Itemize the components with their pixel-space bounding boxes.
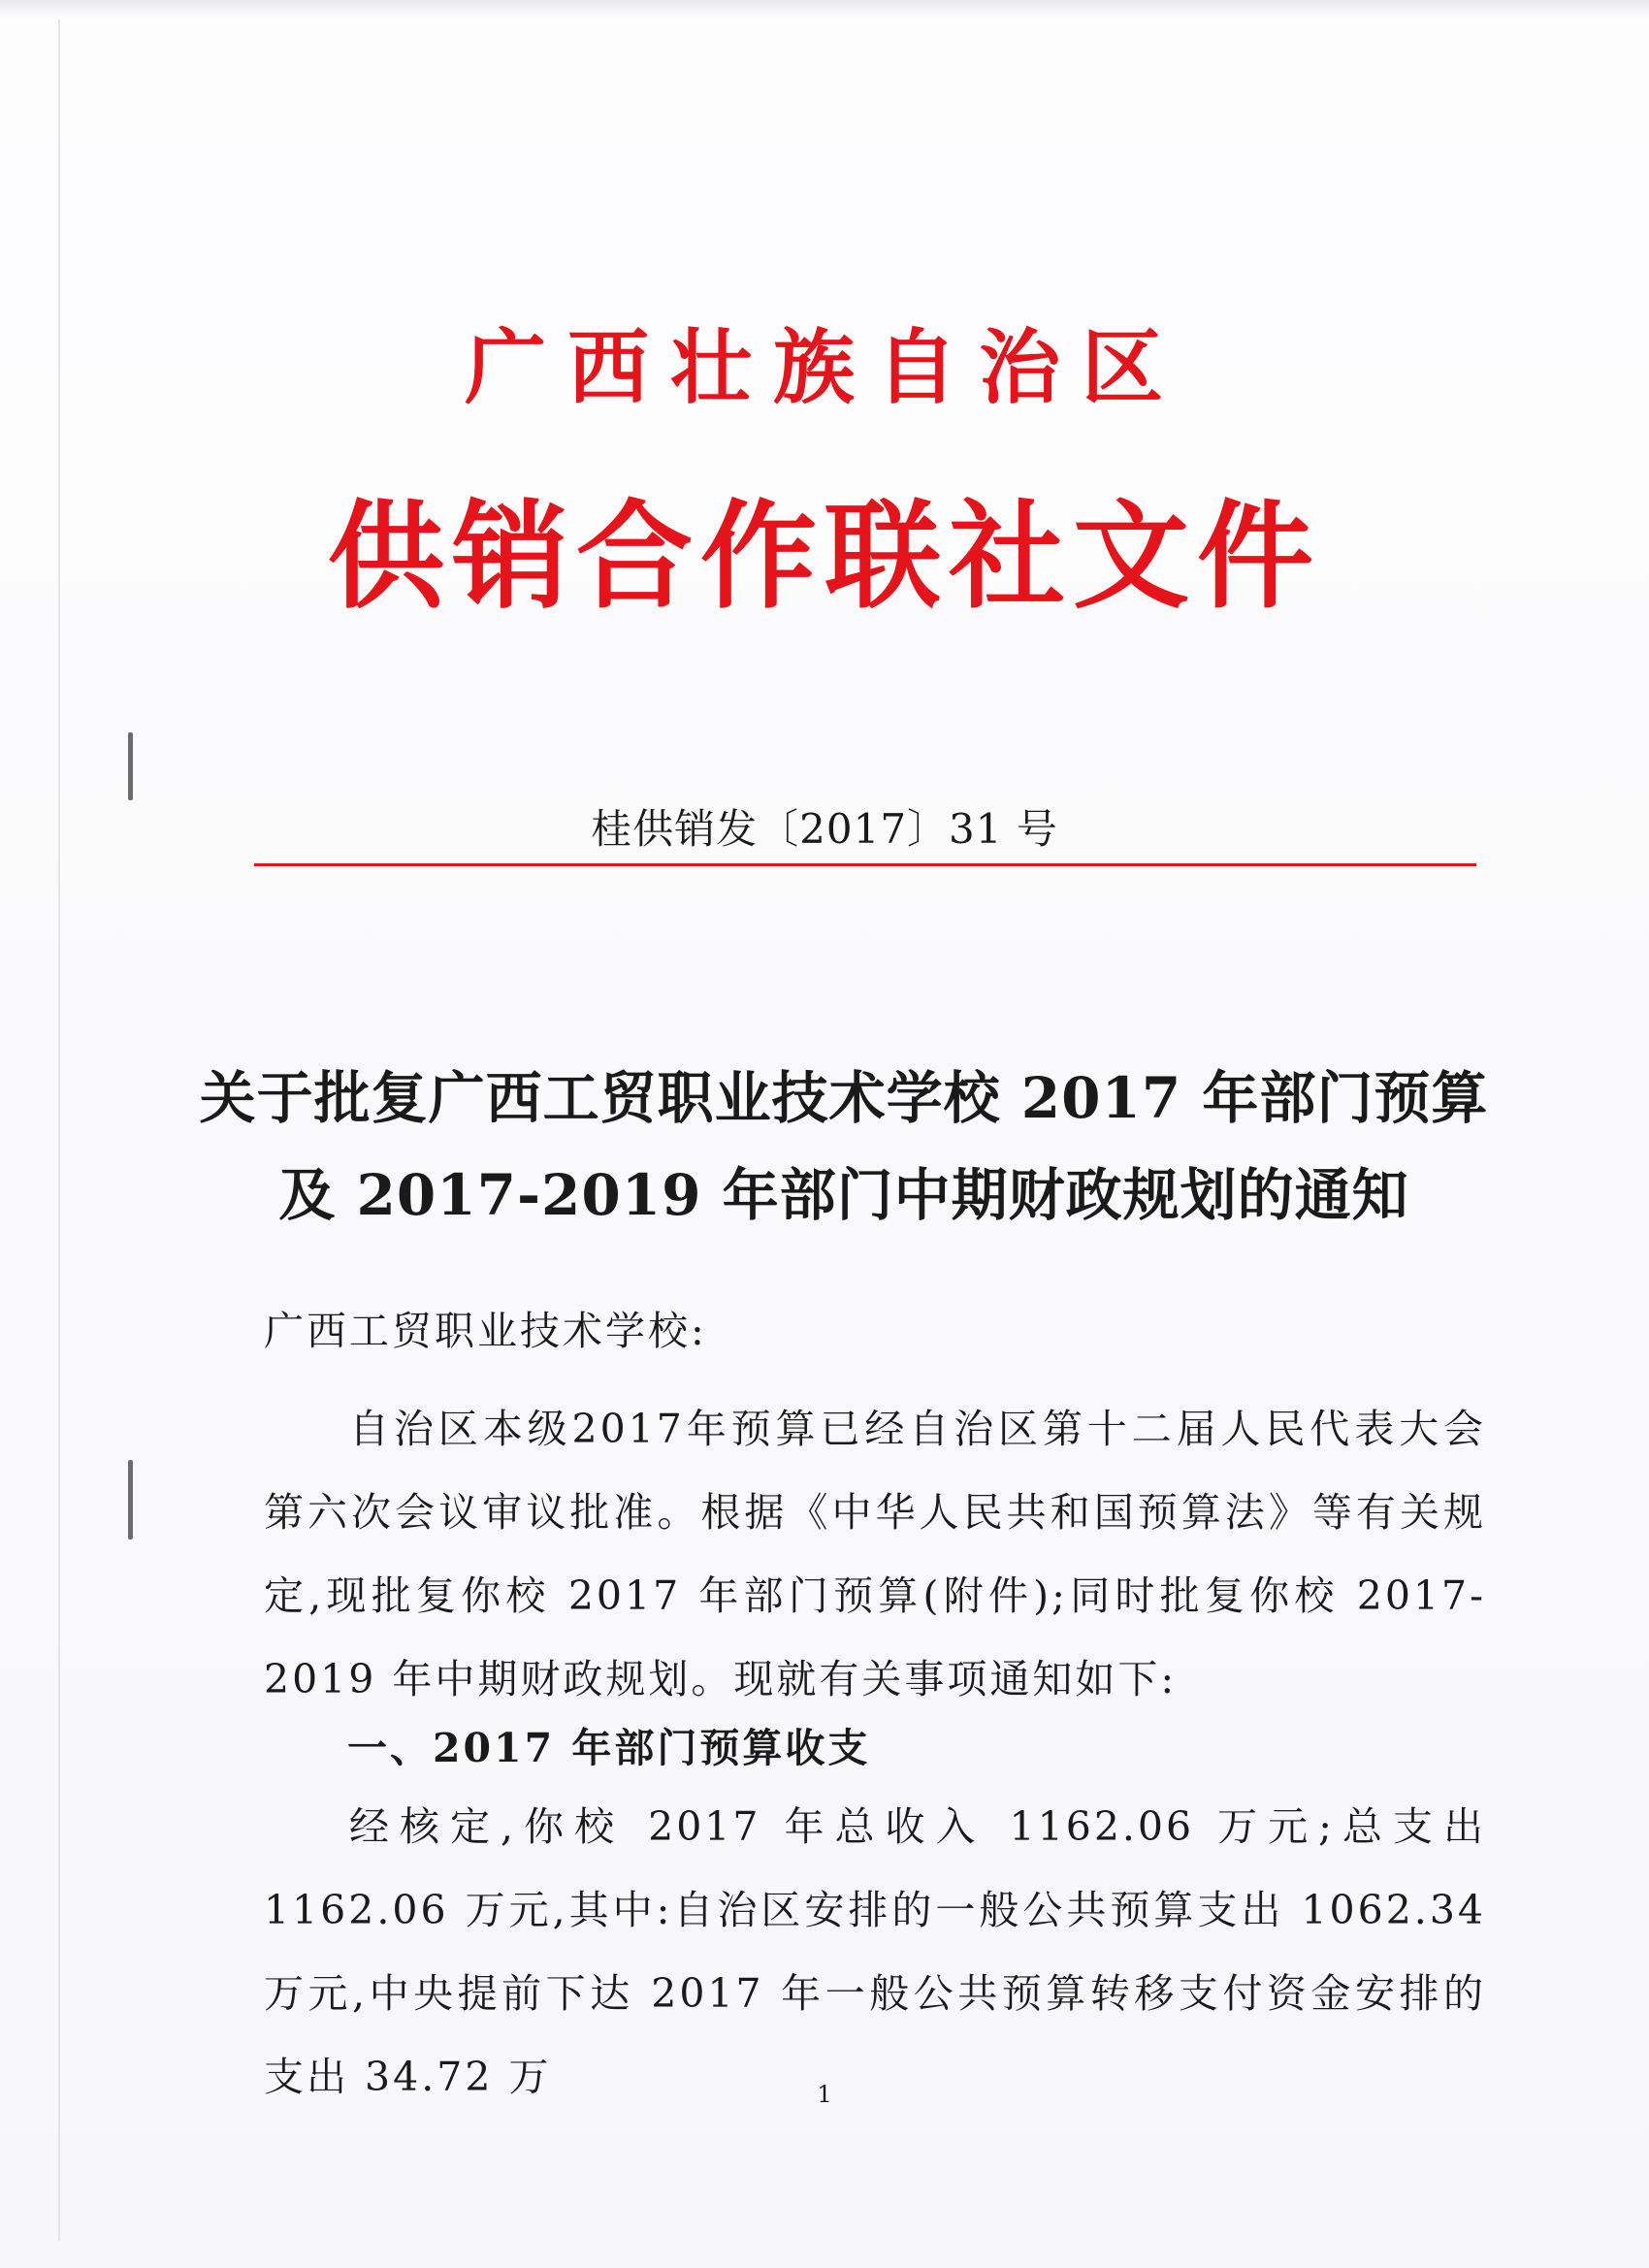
body-paragraph-1: 自治区本级2017年预算已经自治区第十二届人民代表大会第六次会议审议批准。根据《中华人民共和国预算法》等有关规定,现批复你校 2017 年部门预算(附件);同时批复你校 2017-2019 年中期财政规划。现就有关事项通知如下: bbox=[264, 1406, 1486, 1702]
page-number: 1 bbox=[817, 2081, 832, 2108]
document-number: 桂供销发〔2017〕31 号 bbox=[591, 805, 1058, 853]
scan-top-shadow bbox=[0, 0, 1649, 17]
staple-bottom bbox=[128, 1460, 133, 1539]
section-heading-1: 一、2017 年部门预算收支 bbox=[347, 1725, 871, 1771]
body-paragraph-2: 经核定,你校 2017 年总收入 1162.06 万元;总支出 1162.06 万元,其中:自治区安排的一般公共预算支出 1062.34 万元,中央提前下达 2017 年一般公共预算转移支付资金安排的支出 34.72 万 bbox=[264, 1803, 1486, 2100]
issuer-line-2: 供销合作联社文件 bbox=[328, 488, 1321, 625]
red-separator-line bbox=[254, 863, 1476, 866]
salutation: 广西工贸职业技术学校: bbox=[264, 1308, 707, 1354]
document-title-line-1: 关于批复广西工贸职业技术学校 2017 年部门预算 bbox=[199, 1065, 1489, 1131]
document-title-line-2: 及 2017-2019 年部门中期财政规划的通知 bbox=[278, 1162, 1409, 1228]
issuer-line-1: 广西壮族自治区 bbox=[464, 319, 1184, 415]
staple-top bbox=[128, 732, 133, 800]
